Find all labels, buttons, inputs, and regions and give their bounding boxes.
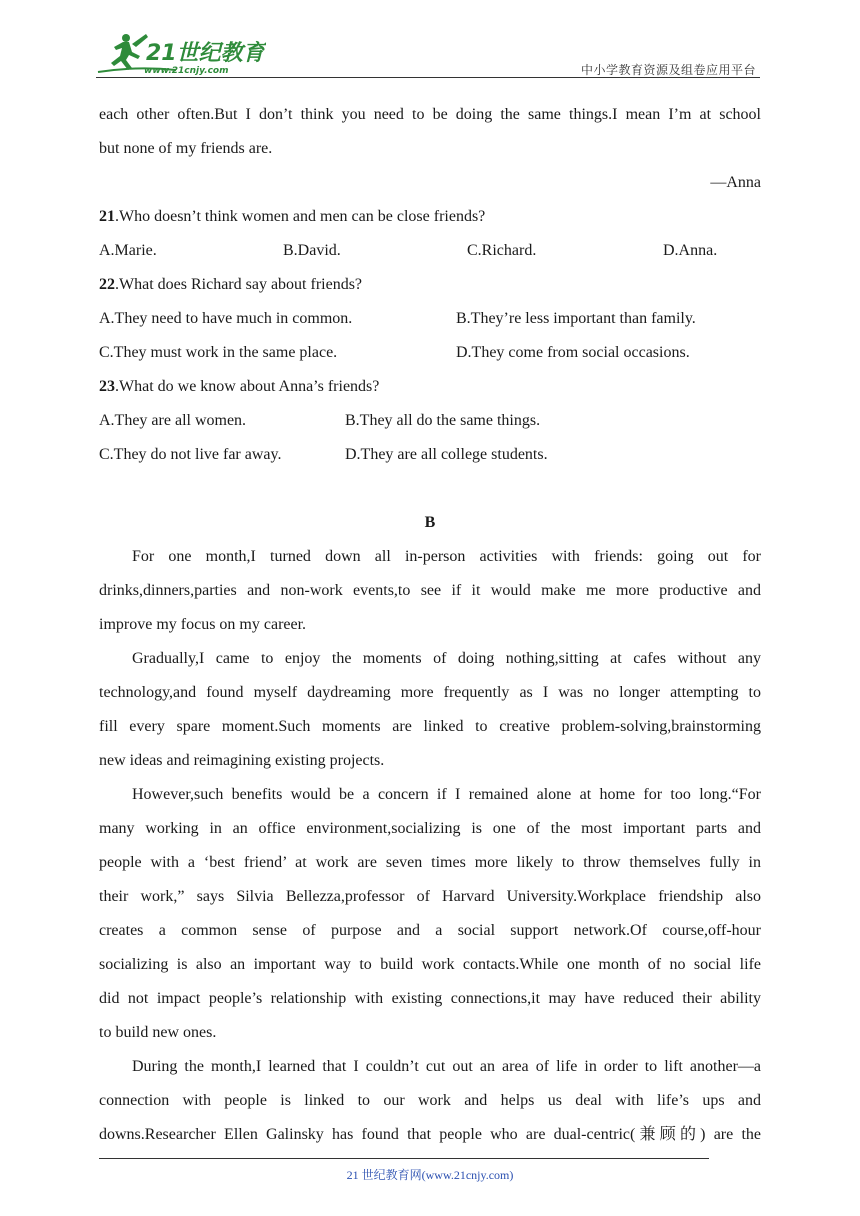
option-c[interactable]: C.They do not live far away.: [99, 446, 282, 463]
svg-text:21世纪教育: 21世纪教育: [146, 41, 265, 66]
paragraph-line: many working in an office environment,socializing is one of the most important parts and: [99, 820, 761, 837]
paragraph-line: fill every spare moment.Such moments are linked to creative problem-solving,brainstorming: [99, 718, 761, 735]
question-23-options-row1: [99, 404, 761, 438]
page-content: [99, 98, 761, 1152]
question-number: 22: [99, 276, 115, 293]
paragraph-line: drinks,dinners,parties and non-work events,to see if it would make me more productive and: [99, 582, 761, 599]
passage-line: each other often.But I don’t think you need to be doing the same things.I mean I’m at school: [99, 106, 761, 123]
passage-signature: —Anna: [710, 174, 761, 191]
paragraph-line: During the month,I learned that I couldn’t cut out an area of life in order to lift another—a: [132, 1058, 761, 1075]
paragraph-line: creates a common sense of purpose and a social support network.Of course,off-hour: [99, 922, 761, 939]
footer-divider: [99, 1158, 709, 1159]
question-text: .Who doesn’t think women and men can be close friends?: [115, 208, 486, 225]
paragraph-line: Gradually,I came to enjoy the moments of doing nothing,sitting at cafes without any: [132, 650, 761, 667]
header-divider: [96, 77, 760, 78]
question-22-options-row1: [99, 302, 761, 336]
option-b[interactable]: B.They’re less important than family.: [456, 310, 696, 327]
paragraph-line: improve my focus on my career.: [99, 616, 307, 633]
question-22-options-row2: [99, 336, 761, 370]
paragraph-line: socializing is also an important way to build work contacts.While one month of no social life: [99, 956, 761, 973]
passage-line: but none of my friends are.: [99, 140, 273, 157]
question-text: .What do we know about Anna’s friends?: [115, 378, 380, 395]
option-d[interactable]: D.They come from social occasions.: [456, 344, 690, 361]
option-d[interactable]: D.They are all college students.: [345, 446, 548, 463]
option-b[interactable]: B.David.: [283, 242, 341, 259]
paragraph-line: technology,and found myself daydreaming more frequently as I was no longer attempting to: [99, 684, 761, 701]
question-23-options-row2: [99, 438, 761, 472]
question-22: [99, 268, 761, 302]
question-23: [99, 370, 761, 404]
option-a[interactable]: A.They need to have much in common.: [99, 310, 353, 327]
paragraph-line: connection with people is linked to our work and helps us deal with life’s ups and: [99, 1092, 761, 1109]
option-b[interactable]: B.They all do the same things.: [345, 412, 541, 429]
platform-name: 中小学教育资源及组卷应用平台: [580, 63, 756, 77]
svg-text:www.21cnjy.com: www.21cnjy.com: [144, 66, 229, 76]
paragraph-line: However,such benefits would be a concern if I remained alone at home for too long.“For: [132, 786, 761, 803]
option-c[interactable]: C.They must work in the same place.: [99, 344, 338, 361]
paragraph-line: downs.Researcher Ellen Galinsky has found that people who are dual-centric(兼顾的) are the: [99, 1126, 761, 1143]
footer-text[interactable]: 21 世纪教育网(www.21cnjy.com): [346, 1168, 514, 1182]
21cnjy-logo: [96, 30, 266, 76]
option-c[interactable]: C.Richard.: [467, 242, 537, 259]
paragraph-line: For one month,I turned down all in-person activities with friends: going out for: [132, 548, 761, 565]
option-d[interactable]: D.Anna.: [663, 242, 718, 259]
blank-line: [99, 472, 761, 506]
section-title: B: [424, 514, 436, 531]
question-21-options: [99, 234, 761, 268]
paragraph-line: people with a ‘best friend’ at work are seven times more likely to throw themselves fully in: [99, 854, 761, 871]
paragraph-line: new ideas and reimagining existing projects.: [99, 752, 385, 769]
question-21: [99, 200, 761, 234]
option-a[interactable]: A.Marie.: [99, 242, 157, 259]
paragraph-line: their work,” says Silvia Bellezza,professor of Harvard University.Workplace friendship also: [99, 888, 761, 905]
option-a[interactable]: A.They are all women.: [99, 412, 247, 429]
paragraph-line: to build new ones.: [99, 1024, 217, 1041]
paragraph-line: did not impact people’s relationship with existing connections,it may have reduced their ability: [99, 990, 761, 1007]
page-header: [96, 30, 760, 80]
question-number: 23: [99, 378, 115, 395]
question-number: 21: [99, 208, 115, 225]
question-text: .What does Richard say about friends?: [115, 276, 363, 293]
